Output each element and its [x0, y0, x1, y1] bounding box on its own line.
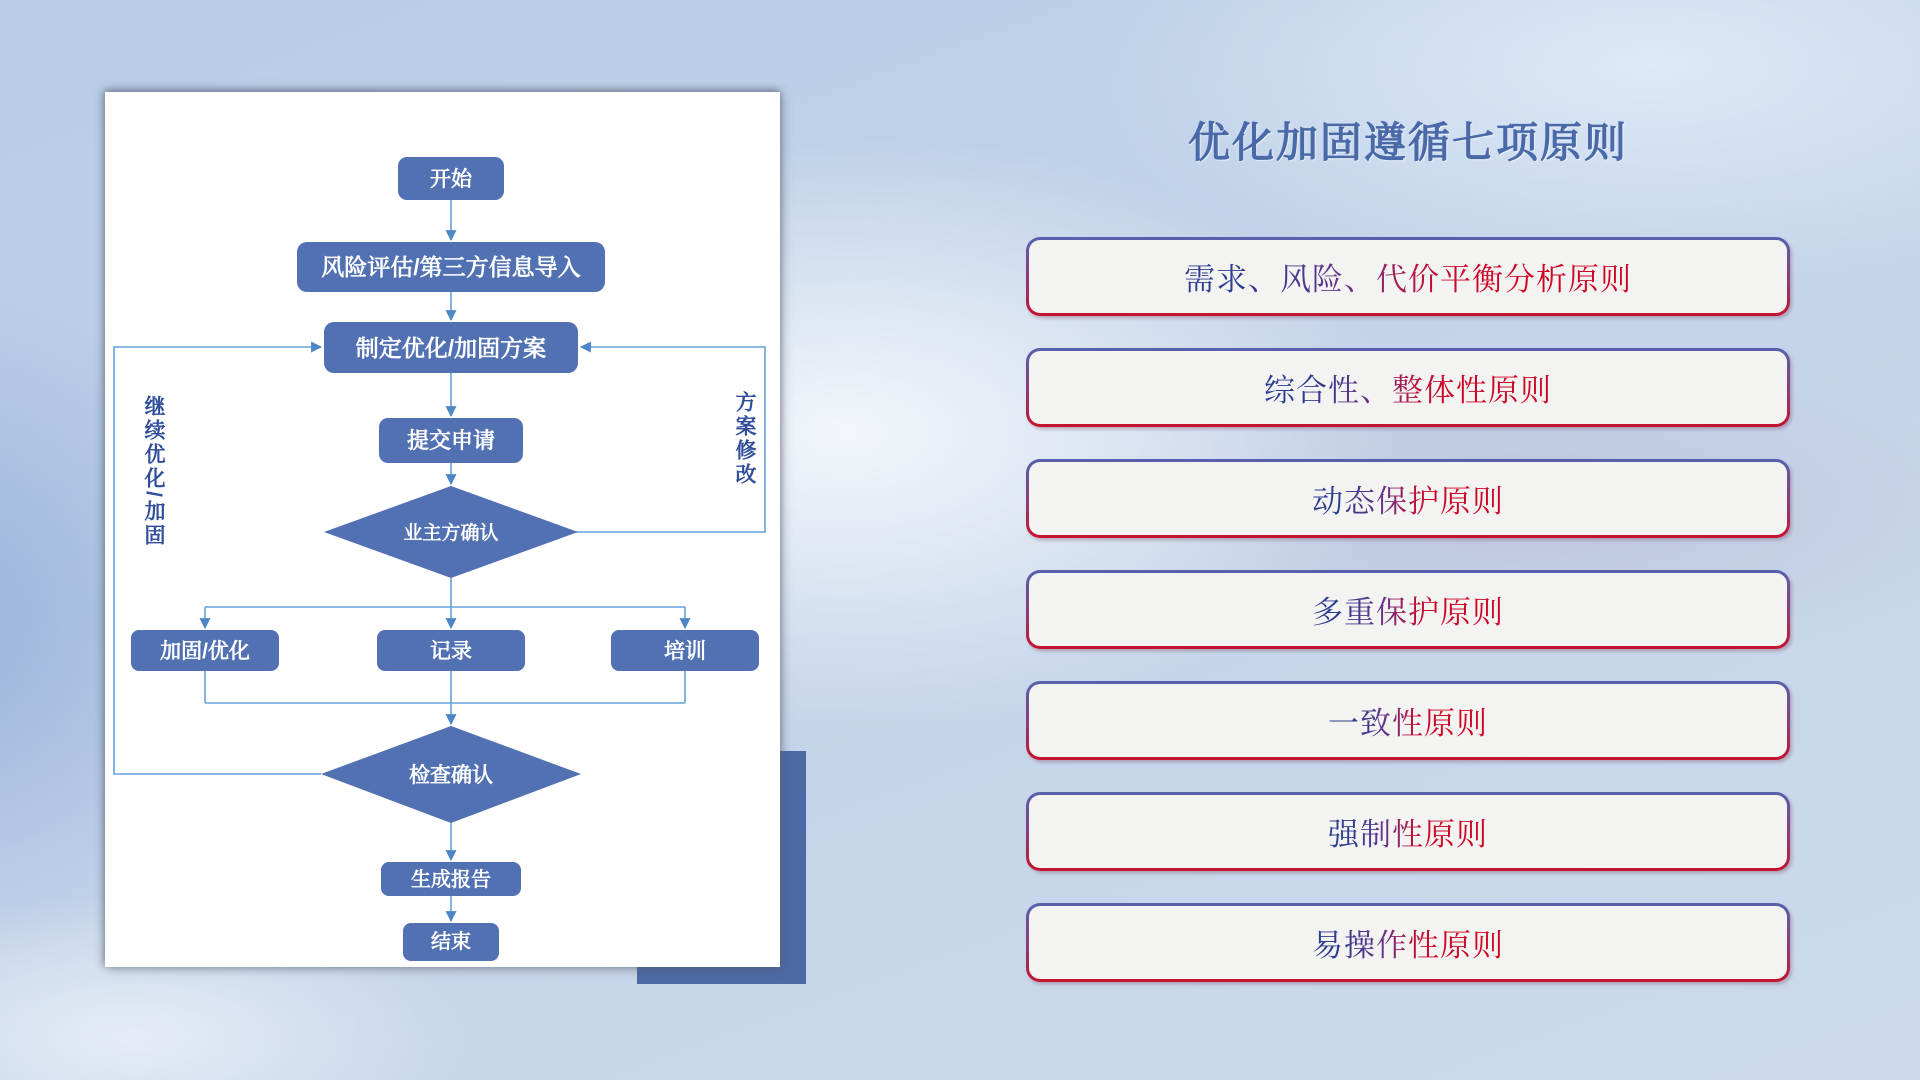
principle-box — [1026, 903, 1790, 982]
flow-node-start-label: 开始 — [430, 168, 472, 191]
flowchart-diagram — [105, 92, 780, 967]
flow-node-make-plan — [324, 322, 578, 373]
flow-node-owner-confirm — [324, 486, 578, 578]
flow-node-report — [381, 862, 521, 896]
panel-title: 优化加固遵循七项原则 — [1187, 119, 1628, 166]
principle-box — [1026, 459, 1790, 538]
flow-node-check-confirm — [321, 726, 581, 823]
flow-node-start — [398, 157, 504, 200]
flow-node-record-label: 记录 — [430, 640, 472, 663]
principle-box — [1026, 681, 1790, 760]
flow-node-owner-confirm-label: 业主方确认 — [403, 523, 499, 544]
loop-label-continue-optimize: 继续优化/加固 — [142, 395, 165, 548]
flow-node-report-label: 生成报告 — [411, 869, 491, 891]
principle-label: 动态保护原则 — [1312, 476, 1504, 521]
principle-label: 强制性原则 — [1328, 809, 1488, 854]
flow-node-end-label: 结束 — [431, 931, 471, 953]
flow-node-training-label: 培训 — [664, 640, 706, 663]
principle-label: 综合性、整体性原则 — [1264, 365, 1552, 410]
flow-node-submit — [379, 418, 523, 463]
principle-label: 需求、风险、代价平衡分析原则 — [1184, 254, 1632, 299]
principle-box — [1026, 237, 1790, 316]
principle-box — [1026, 570, 1790, 649]
principle-label: 易操作性原则 — [1312, 920, 1504, 965]
principle-label: 一致性原则 — [1328, 698, 1488, 743]
flow-node-training — [611, 630, 759, 671]
flow-node-end — [403, 923, 499, 961]
principles-list — [1026, 237, 1790, 1014]
principle-box — [1026, 348, 1790, 427]
flow-node-risk-import-label: 风险评估/第三方信息导入 — [321, 254, 581, 280]
principle-box — [1026, 792, 1790, 871]
flow-node-harden-label: 加固/优化 — [160, 640, 250, 663]
flow-node-risk-import — [297, 242, 605, 292]
principle-label: 多重保护原则 — [1312, 587, 1504, 632]
flow-node-submit-label: 提交申请 — [406, 428, 496, 453]
flow-node-harden — [131, 630, 279, 671]
loop-label-plan-revise: 方案修改 — [733, 391, 756, 487]
flow-node-check-confirm-label: 检查确认 — [409, 764, 493, 787]
flow-node-make-plan-label: 制定优化/加固方案 — [355, 335, 547, 361]
flowchart-card — [105, 92, 780, 967]
flow-node-record — [377, 630, 525, 671]
